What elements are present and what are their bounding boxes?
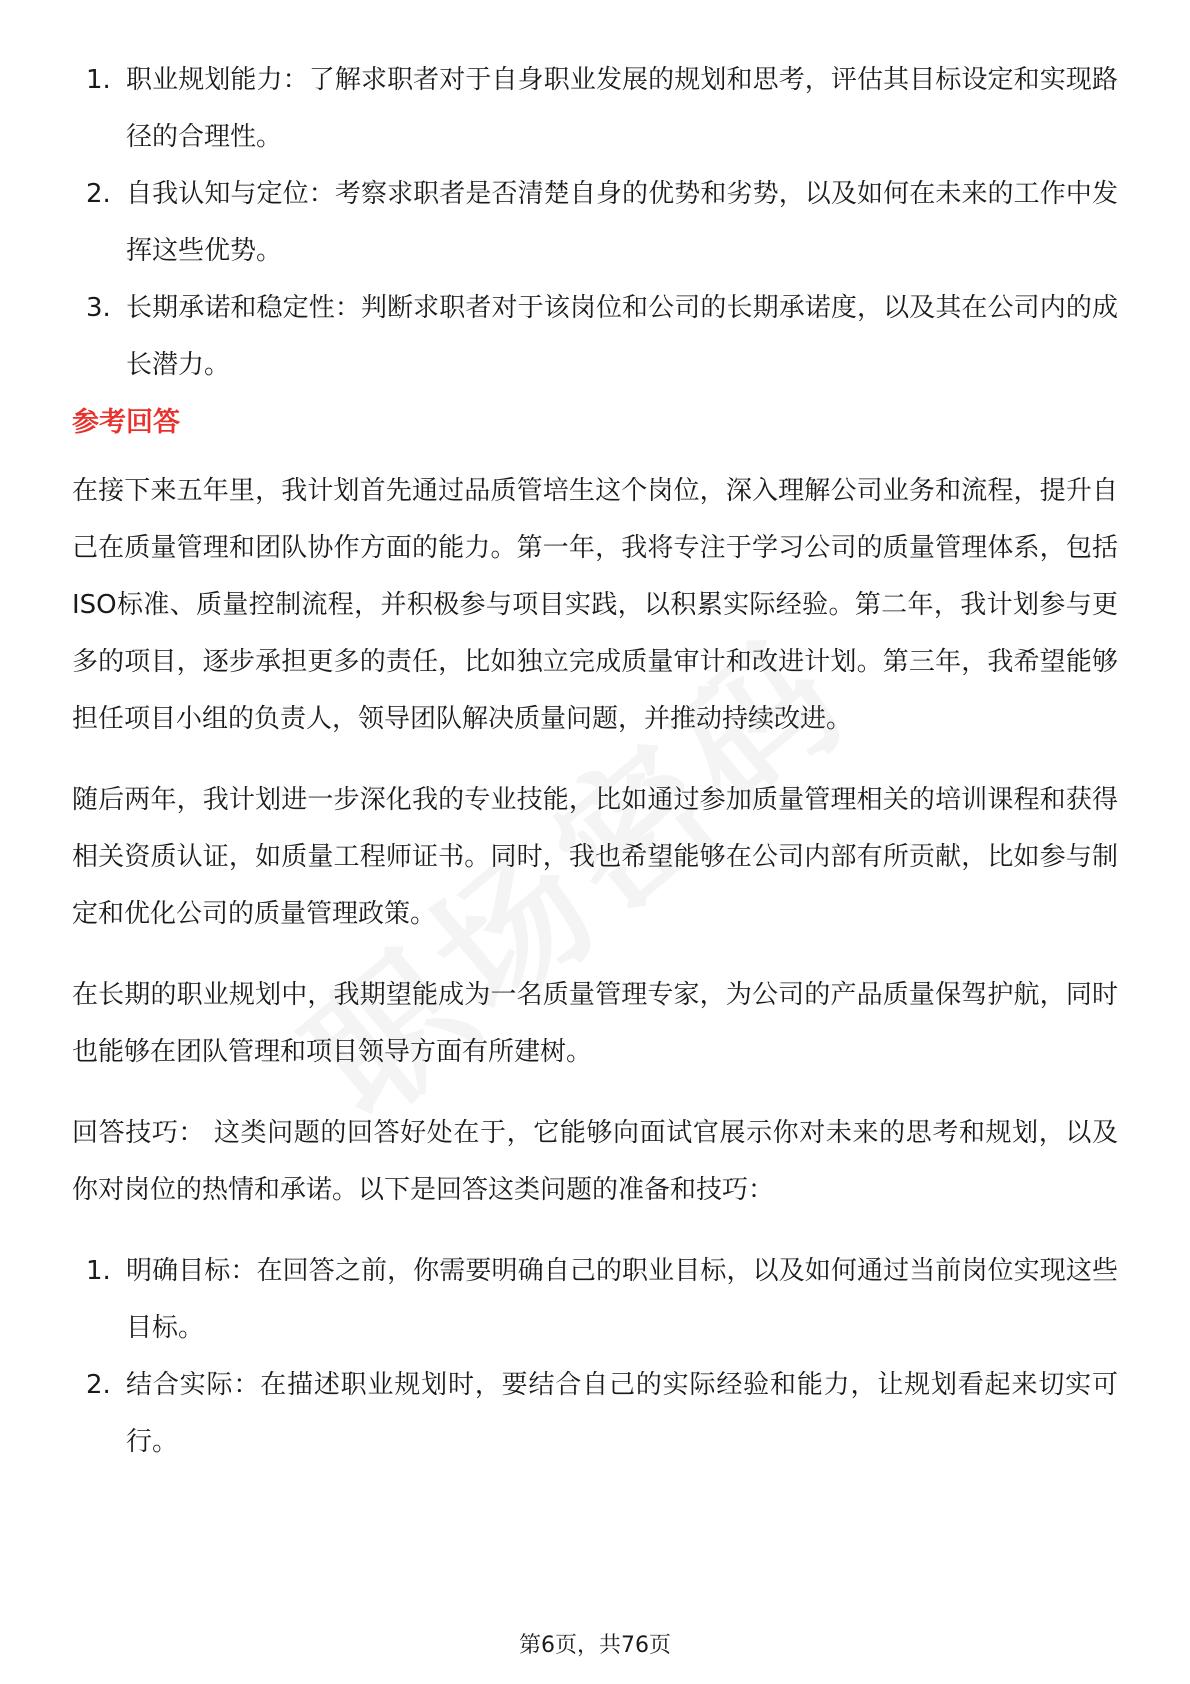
list-item-text: 自我认知与定位：考察求职者是否清楚自身的优势和劣势，以及如何在未来的工作中发挥这些优势。 bbox=[126, 179, 1118, 266]
list-item-number: 1. bbox=[86, 1256, 111, 1286]
list-item bbox=[72, 1357, 1118, 1471]
answer-paragraph: 在长期的职业规划中，我期望能成为一名质量管理专家，为公司的产品质量保驾护航，同时也能够在团队管理和项目领导方面有所建树。 bbox=[72, 980, 1118, 1067]
list-item-number: 1. bbox=[86, 65, 111, 95]
page-number-footer: 第6页，共76页 bbox=[519, 1633, 671, 1658]
list-item bbox=[72, 166, 1118, 280]
list-item-text: 结合实际：在描述职业规划时，要结合自己的实际经验和能力，让规划看起来切实可行。 bbox=[126, 1370, 1118, 1457]
list-item-text: 职业规划能力：了解求职者对于自身职业发展的规划和思考，评估其目标设定和实现路径的合理性。 bbox=[126, 65, 1118, 152]
tips-list bbox=[72, 1243, 1118, 1471]
answer-paragraph: 随后两年，我计划进一步深化我的专业技能，比如通过参加质量管理相关的培训课程和获得相关资质认证，如质量工程师证书。同时，我也希望能够在公司内部有所贡献，比如参与制定和优化公司的质量管理政策。 bbox=[72, 785, 1118, 929]
list-item bbox=[72, 280, 1118, 394]
list-item-text: 长期承诺和稳定性：判断求职者对于该岗位和公司的长期承诺度，以及其在公司内的成长潜力。 bbox=[126, 293, 1118, 380]
list-item-text: 明确目标：在回答之前，你需要明确自己的职业目标，以及如何通过当前岗位实现这些目标。 bbox=[126, 1256, 1118, 1343]
answer-paragraph: 在接下来五年里，我计划首先通过品质管培生这个岗位，深入理解公司业务和流程，提升自己在质量管理和团队协作方面的能力。第一年，我将专注于学习公司的质量管理体系，包括ISO标准、质量控制流程，并积极参与项目实践，以积累实际经验。第二年，我计划参与更多的项目，逐步承担更多的责任，比如独立完成质量审计和改进计划。第三年，我希望能够担任项目小组的负责人，领导团队解决质量问题，并推动持续改进。 bbox=[72, 476, 1118, 734]
list-item bbox=[72, 52, 1118, 166]
list-item-number: 2. bbox=[86, 179, 111, 209]
criteria-list bbox=[72, 52, 1118, 394]
section-title: 参考回答 bbox=[72, 407, 180, 438]
list-item-number: 3. bbox=[86, 293, 111, 323]
tips-intro-paragraph: 回答技巧： 这类问题的回答好处在于，它能够向面试官展示你对未来的思考和规划，以及你对岗位的热情和承诺。以下是回答这类问题的准备和技巧： bbox=[72, 1118, 1118, 1205]
page-content bbox=[72, 52, 1118, 1471]
list-item bbox=[72, 1243, 1118, 1357]
list-item-number: 2. bbox=[86, 1370, 111, 1400]
